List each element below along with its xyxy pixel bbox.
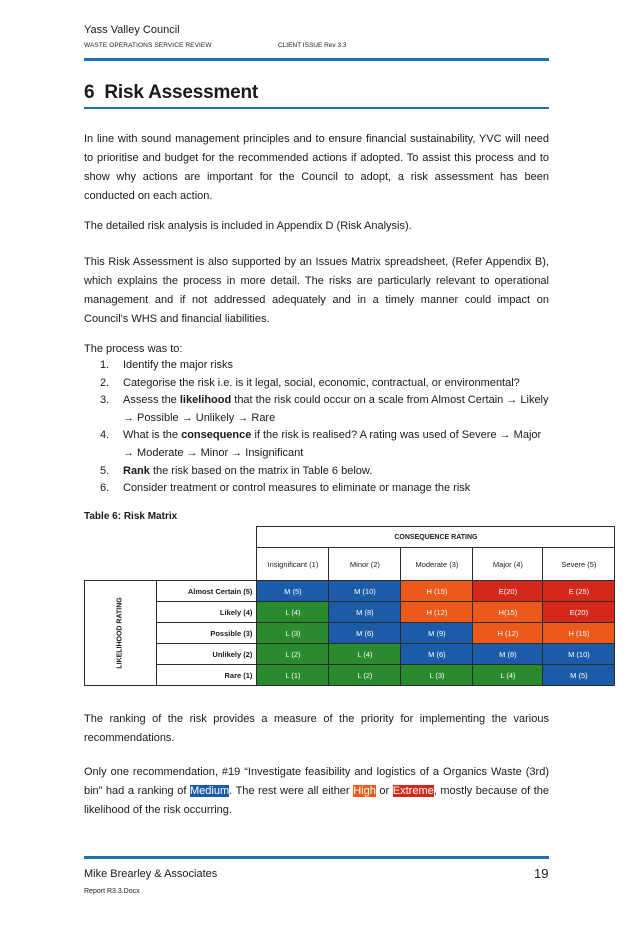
matrix-cell: M (5) bbox=[543, 665, 615, 686]
matrix-cell: M (6) bbox=[329, 623, 401, 644]
table-caption: Table 6: Risk Matrix bbox=[84, 511, 178, 522]
matrix-cell: M (8) bbox=[473, 644, 543, 665]
footer-report-file: Report R3.3.Docx bbox=[84, 888, 140, 895]
row-header: Likely (4) bbox=[157, 602, 257, 623]
matrix-cell: L (3) bbox=[401, 665, 473, 686]
heading-rule bbox=[84, 107, 549, 109]
matrix-cell: L (2) bbox=[257, 644, 329, 665]
matrix-cell: L (3) bbox=[257, 623, 329, 644]
process-step: 2. Categorise the risk i.e. is it legal, social, economic, contractual, or environmental? bbox=[100, 376, 520, 389]
section-number: 6 bbox=[84, 82, 95, 103]
column-header: Insignificant (1) bbox=[257, 548, 329, 581]
process-step: 4. What is the consequence if the risk is realised? A rating was used of Severe → Major → Moderate → Minor → Insignificant bbox=[100, 429, 542, 459]
column-header: Major (4) bbox=[473, 548, 543, 581]
process-step: 6. Consider treatment or control measures to eliminate or manage the risk bbox=[100, 482, 471, 495]
matrix-cell: H (15) bbox=[543, 623, 615, 644]
column-header: Moderate (3) bbox=[401, 548, 473, 581]
medium-highlight: Medium bbox=[190, 785, 230, 797]
row-header: Possible (3) bbox=[157, 623, 257, 644]
matrix-cell: H(15) bbox=[473, 602, 543, 623]
matrix-cell: M (6) bbox=[401, 644, 473, 665]
matrix-cell: L (4) bbox=[473, 665, 543, 686]
high-highlight: High bbox=[353, 785, 376, 797]
footer-company: Mike Brearley & Associates bbox=[84, 868, 218, 880]
header-issue: CLIENT ISSUE Rev 3.3 bbox=[278, 42, 347, 49]
process-step: 1. Identify the major risks bbox=[100, 359, 234, 371]
matrix-cell: L (4) bbox=[257, 602, 329, 623]
matrix-cell: M (5) bbox=[257, 581, 329, 602]
likelihood-rating-header: LIKELIHOOD RATING bbox=[85, 581, 157, 686]
process-steps-list bbox=[100, 357, 550, 498]
table-row bbox=[85, 644, 615, 665]
matrix-cell: M (8) bbox=[329, 602, 401, 623]
matrix-cell: H (12) bbox=[401, 602, 473, 623]
column-header: Minor (2) bbox=[329, 548, 401, 581]
row-header: Rare (1) bbox=[157, 665, 257, 686]
extreme-highlight: Extreme bbox=[392, 785, 434, 797]
header-report-title: WASTE OPERATIONS SERVICE REVIEW bbox=[84, 42, 212, 49]
table-row bbox=[85, 623, 615, 644]
matrix-cell: E(20) bbox=[543, 602, 615, 623]
consequence-rating-header: CONSEQUENCE RATING bbox=[257, 527, 615, 548]
matrix-cell: M (10) bbox=[329, 581, 401, 602]
paragraph-intro: In line with sound management principles and to ensure financial sustainability, YVC will need to prioritise and budget for the recommended actions if adopted. To assist this process and to show why actions are important for the Council to adopt, a risk assessment has been conducted on each action. bbox=[84, 133, 549, 202]
section-title: Risk Assessment bbox=[104, 82, 259, 103]
process-step: 5. Rank the risk based on the matrix in Table 6 below. bbox=[100, 464, 373, 477]
paragraph-recommendation-19: Only one recommendation, #19 “Investigate feasibility and logistics of a Organics Waste (3rd) bin” had a ranking of Medium. The rest were all either High or Extreme, mostly because of the likelihood of the risk occurring. bbox=[84, 766, 549, 816]
table-row bbox=[85, 602, 615, 623]
row-header: Unlikely (2) bbox=[157, 644, 257, 665]
table-row bbox=[85, 581, 615, 602]
matrix-cell: L (1) bbox=[257, 665, 329, 686]
process-step: 3. Assess the likelihood that the risk could occur on a scale from Almost Certain → Likely → Possible → Unlikely → Rare bbox=[100, 394, 549, 424]
table-row bbox=[85, 665, 615, 686]
header-rule bbox=[84, 58, 549, 61]
matrix-cell: E(20) bbox=[473, 581, 543, 602]
paragraph-process-intro: The process was to: bbox=[84, 343, 183, 355]
paragraph-appendix-d: The detailed risk analysis is included in Appendix D (Risk Analysis). bbox=[84, 220, 412, 232]
row-header: Almost Certain (5) bbox=[157, 581, 257, 602]
matrix-cell: E (25) bbox=[543, 581, 615, 602]
header-organisation: Yass Valley Council bbox=[84, 24, 180, 36]
section-heading bbox=[84, 82, 258, 104]
paragraph-issues-matrix: This Risk Assessment is also supported by an Issues Matrix spreadsheet, (Refer Appendix B), which explains the process in more detail. The risks are particularly relevant to operational management and if not addressed adequately and in a timely manner could impact on Council's WHS and financial liabilities. bbox=[84, 256, 549, 325]
paragraph-ranking: The ranking of the risk provides a measure of the priority for implementing the various recommendations. bbox=[84, 713, 549, 744]
matrix-cell: M (10) bbox=[543, 644, 615, 665]
matrix-cell: L (2) bbox=[329, 665, 401, 686]
risk-matrix-table bbox=[84, 526, 615, 686]
matrix-cell: M (9) bbox=[401, 623, 473, 644]
matrix-cell: L (4) bbox=[329, 644, 401, 665]
matrix-cell: H (12) bbox=[473, 623, 543, 644]
matrix-cell: H (15) bbox=[401, 581, 473, 602]
column-header: Severe (5) bbox=[543, 548, 615, 581]
footer-rule bbox=[84, 856, 549, 859]
page-number: 19 bbox=[534, 866, 549, 881]
